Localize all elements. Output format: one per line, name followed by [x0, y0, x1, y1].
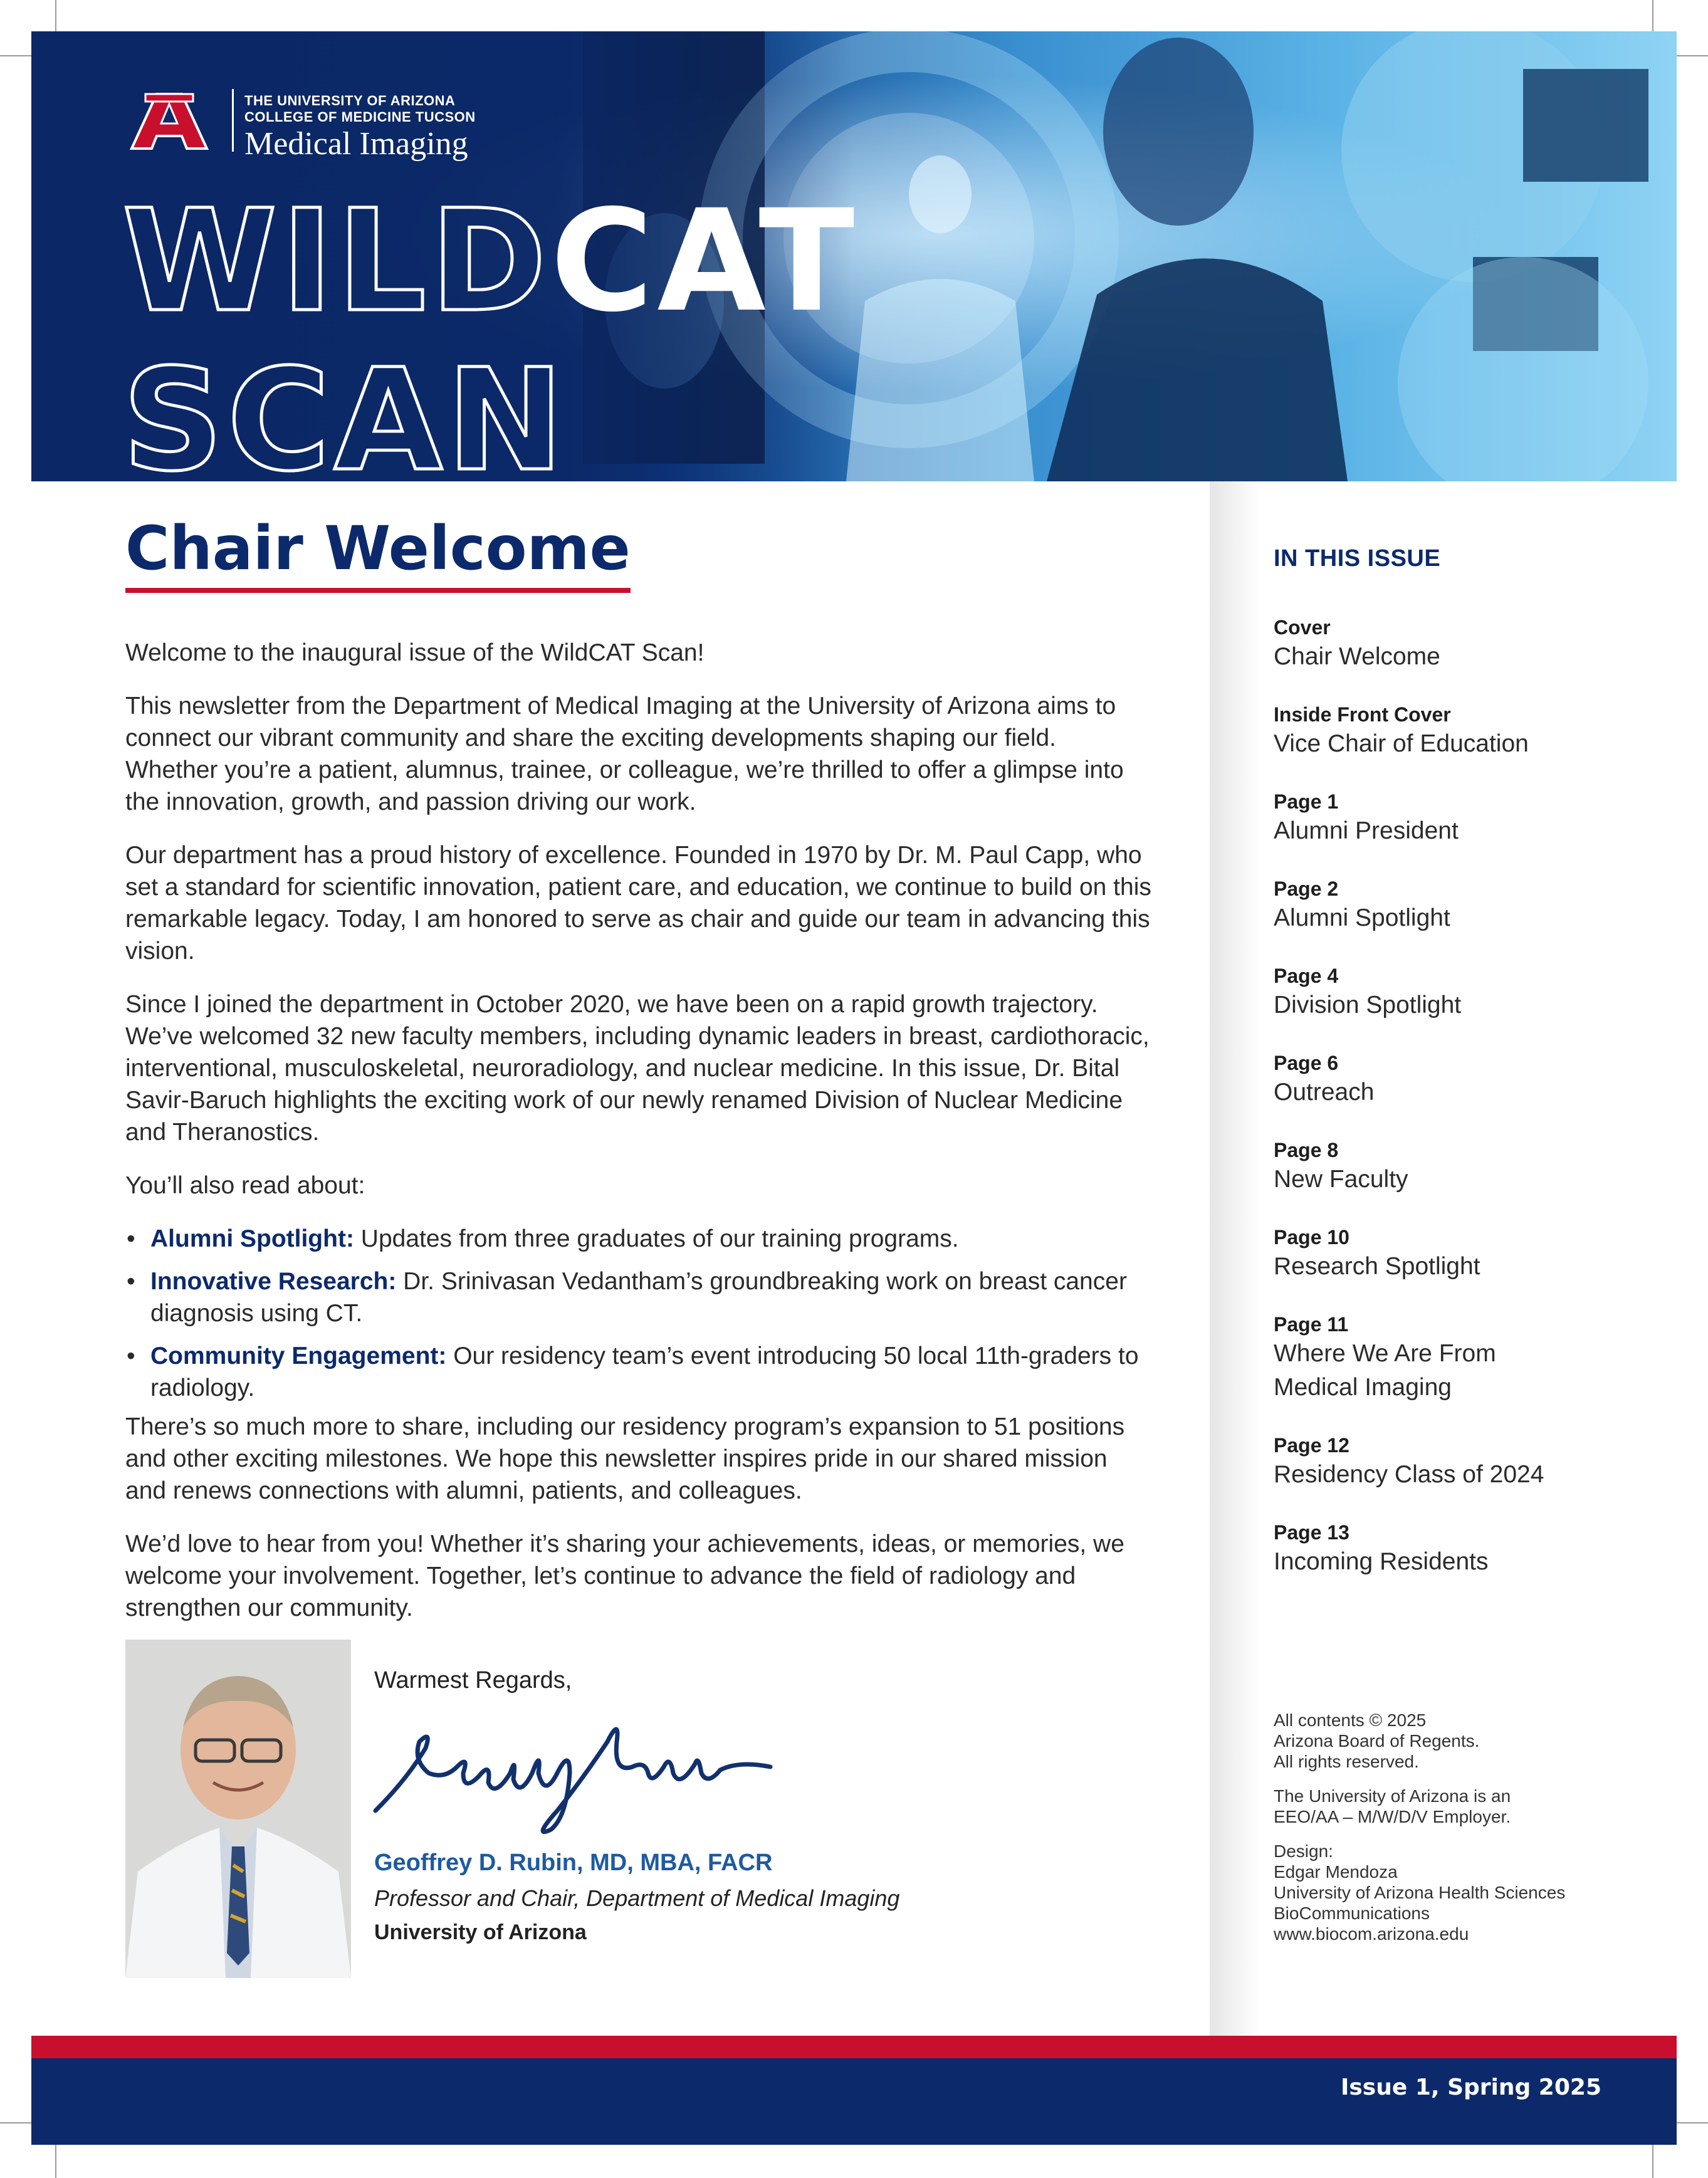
- toc-title: Incoming Residents: [1274, 1548, 1489, 1575]
- sidebar-shadow: [1210, 481, 1260, 2036]
- toc-item[interactable]: [1274, 963, 1650, 1022]
- toc-page: Cover: [1274, 616, 1331, 639]
- bullet-text: Dr. Srinivasan Vedantham’s groundbreaking work on breast cancer diagnosis using CT.: [150, 1268, 1127, 1327]
- article-paragraph: Welcome to the inaugural issue of the WildCAT Scan!: [125, 639, 705, 667]
- list-item: [125, 1265, 1153, 1329]
- bullet-lead: Innovative Research:: [150, 1268, 397, 1296]
- eeo-notice: [1274, 1786, 1650, 1827]
- article-paragraph: We’d love to hear from you! Whether it’s sharing your achievements, ideas, or memories, we welcome your involvement. Together, let’s continue to advance the field of radiology and strengthen our community.: [125, 1531, 1124, 1622]
- masthead: [122, 179, 859, 481]
- toc-item[interactable]: [1274, 1050, 1650, 1109]
- signature-block: [374, 1667, 1001, 1945]
- toc-page: Page 12: [1274, 1434, 1349, 1457]
- toc-item[interactable]: [1274, 1433, 1650, 1492]
- handwritten-signature: [369, 1704, 795, 1842]
- masthead-line1: [122, 179, 859, 343]
- toc-item[interactable]: [1274, 1225, 1650, 1284]
- author-organization: University of Arizona: [374, 1920, 587, 1944]
- logo-divider: [232, 89, 234, 152]
- toc-page: Page 8: [1274, 1139, 1339, 1161]
- toc-item[interactable]: [1274, 1312, 1650, 1405]
- toc-title: Residency Class of 2024: [1274, 1461, 1544, 1488]
- table-of-contents: [1274, 545, 1650, 1607]
- logo-university: THE UNIVERSITY OF ARIZONA: [244, 93, 456, 108]
- list-item: [125, 1223, 1153, 1255]
- article: [125, 514, 1153, 1624]
- toc-page: Page 13: [1274, 1521, 1349, 1544]
- crop-mark: [1652, 2142, 1653, 2178]
- author-role: Professor and Chair, Department of Medical Imaging: [374, 1885, 900, 1911]
- design-line: Design:: [1274, 1841, 1333, 1861]
- copyright-line: All rights reserved.: [1274, 1752, 1419, 1771]
- bullet-lead: Community Engagement:: [150, 1343, 447, 1370]
- bullet-text: Our residency team’s event introducing 50 local 11th-graders to radiology.: [150, 1343, 1139, 1402]
- article-paragraph: You’ll also read about:: [125, 1172, 365, 1200]
- eeo-line: EEO/AA – M/W/D/V Employer.: [1274, 1807, 1511, 1826]
- masthead-wild: WILD: [122, 179, 551, 343]
- toc-item[interactable]: [1274, 615, 1650, 674]
- toc-item[interactable]: [1274, 789, 1650, 848]
- article-paragraph: This newsletter from the Department of Medical Imaging at the University of Arizona aims to connect our vibrant community and share the exciting developments shaping our field. Whether you’re a patient, alumnus, trainee, or colleague, we’re thrilled to offer a glimpse into the innovation, growth, and passion driving our work.: [125, 693, 1124, 816]
- toc-page: Page 6: [1274, 1052, 1339, 1074]
- copyright-line: Arizona Board of Regents.: [1274, 1731, 1480, 1751]
- toc-title: Research Spotlight: [1274, 1253, 1480, 1280]
- toc-title: Vice Chair of Education: [1274, 730, 1529, 757]
- toc-page: Page 1: [1274, 790, 1339, 813]
- masthead-cat: CAT: [550, 179, 859, 343]
- toc-title: Chair Welcome: [1274, 643, 1440, 670]
- page-title: Chair Welcome: [125, 514, 631, 593]
- toc-page: Page 4: [1274, 965, 1339, 987]
- toc-heading: IN THIS ISSUE: [1274, 545, 1441, 572]
- toc-item[interactable]: [1274, 1138, 1650, 1196]
- logo-department: Medical Imaging: [244, 126, 468, 162]
- toc-title: Where We Are From Medical Imaging: [1274, 1340, 1496, 1401]
- design-line: BioCommunications: [1274, 1903, 1430, 1923]
- article-paragraph: Our department has a proud history of excellence. Founded in 1970 by Dr. M. Paul Capp, who set a standard for scientific innovation, patient care, and education, we continue to build on this remarkable legacy. Today, I am honored to serve as chair and guide our team in advancing this vision.: [125, 842, 1151, 965]
- masthead-scan: SCAN: [122, 338, 568, 481]
- bullet-lead: Alumni Spotlight:: [150, 1225, 354, 1253]
- list-item: [125, 1340, 1153, 1404]
- toc-page: Page 11: [1274, 1313, 1349, 1336]
- header-banner: [31, 31, 1677, 481]
- toc-title: Alumni Spotlight: [1274, 904, 1450, 931]
- toc-item[interactable]: [1274, 702, 1650, 761]
- fine-print: [1274, 1710, 1650, 1958]
- article-paragraph: There’s so much more to share, including our residency program’s expansion to 51 positions and other exciting milestones. We hope this newsletter inspires pride in our shared mission and renews connections with alumni, patients, and colleagues.: [125, 1413, 1125, 1505]
- issue-label: Issue 1, Spring 2025: [1340, 2075, 1601, 2100]
- author-name: Geoffrey D. Rubin, MD, MBA, FACR: [374, 1850, 773, 1876]
- toc-title: Division Spotlight: [1274, 992, 1462, 1018]
- design-credit: [1274, 1841, 1650, 1944]
- toc-title: Alumni President: [1274, 817, 1459, 844]
- article-paragraph: Since I joined the department in October 2020, we have been on a rapid growth trajectory. We’ve welcomed 32 new faculty members, including dynamic leaders in breast, cardiothoracic, interventional, musculoskeletal, neuroradiology, and nuclear medicine. In this issue, Dr. Bital Savir-Baruch highlights the exciting work of our newly renamed Division of Nuclear Medicine and Theranostics.: [125, 991, 1150, 1146]
- highlights-list: [125, 1223, 1153, 1404]
- author-portrait: [125, 1640, 351, 1978]
- toc-list: [1274, 615, 1650, 1579]
- copyright-notice: [1274, 1710, 1650, 1772]
- crop-mark: [55, 2142, 56, 2178]
- copyright-line: All contents © 2025: [1274, 1710, 1427, 1730]
- footer-bar: [31, 2058, 1677, 2145]
- crop-mark: [1672, 2122, 1708, 2123]
- eeo-line: The University of Arizona is an: [1274, 1786, 1511, 1806]
- toc-item[interactable]: [1274, 1520, 1650, 1579]
- crop-mark: [1672, 55, 1708, 56]
- block-a-icon: [125, 89, 213, 152]
- portrait-image: [125, 1640, 351, 1978]
- toc-page: Inside Front Cover: [1274, 703, 1451, 726]
- footer-stripe: [31, 2036, 1677, 2058]
- toc-page: Page 2: [1274, 877, 1339, 900]
- signoff: Warmest Regards,: [374, 1667, 572, 1694]
- design-line: Edgar Mendoza: [1274, 1862, 1398, 1882]
- toc-title: Outreach: [1274, 1079, 1375, 1106]
- design-line: University of Arizona Health Sciences: [1274, 1883, 1566, 1902]
- toc-item[interactable]: [1274, 876, 1650, 935]
- toc-title: New Faculty: [1274, 1166, 1408, 1193]
- logo-college: COLLEGE OF MEDICINE TUCSON: [244, 109, 476, 125]
- bullet-text: Updates from three graduates of our training programs.: [354, 1225, 959, 1253]
- design-url[interactable]: www.biocom.arizona.edu: [1274, 1924, 1469, 1944]
- toc-page: Page 10: [1274, 1226, 1349, 1249]
